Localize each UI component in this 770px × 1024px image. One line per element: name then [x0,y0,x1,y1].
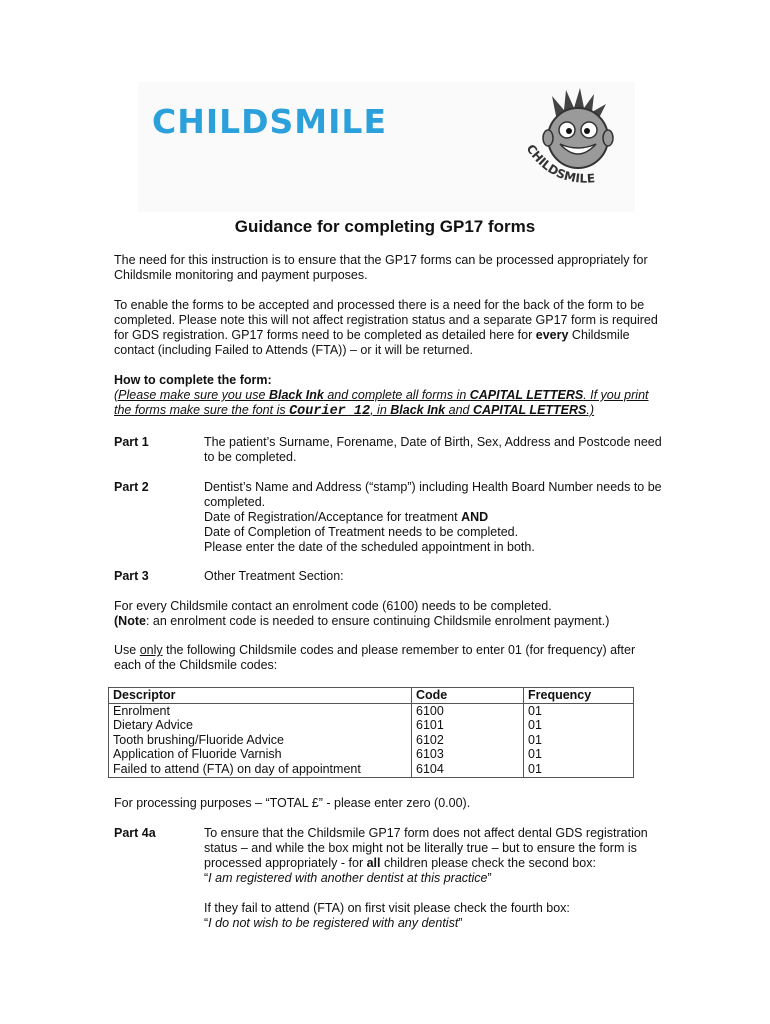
table-cell: Tooth brushing/Fluoride Advice [109,733,412,748]
childsmile-codes-table [108,687,634,778]
table-cell: 01 [524,747,634,762]
part-2-text: Dentist’s Name and Address (“stamp”) including Health Board Number needs to be completed. Date of Registration/Acceptance for treatment AND Date of Completion of Treatment needs to be completed. Please enter the date of the scheduled appointment in both. [204,480,662,554]
enrolment-paragraph: For every Childsmile contact an enrolment code (6100) needs to be completed. (Note: an enrolment code is needed to ensure continuing Childsmile enrolment payment.) [114,599,610,628]
part-1-label: Part 1 [114,435,149,449]
table-header-cell: Code [412,688,524,704]
table-cell: 01 [524,762,634,777]
table-cell: 01 [524,733,634,748]
part-4a-text: To ensure that the Childsmile GP17 form does not affect dental GDS registration status – and while the box might not be literally true – but to ensure the form is processed appropriately - for all children please check the second box: “I am registered with another dentist at this practice” [204,826,648,885]
table-cell: 01 [524,703,634,718]
table-header-cell: Descriptor [109,688,412,704]
table-row [109,718,634,733]
page-title: Guidance for completing GP17 forms [234,217,536,236]
table-cell: Failed to attend (FTA) on day of appointment [109,762,412,777]
how-to-heading: How to complete the form: [114,373,272,387]
table-cell: 6103 [412,747,524,762]
table-cell: Enrolment [109,703,412,718]
part-3-label: Part 3 [114,569,149,583]
table-cell: 01 [524,718,634,733]
codes-intro-paragraph: Use only the following Childsmile codes and please remember to enter 01 (for frequency) after each of the Childsmile codes: [114,643,636,672]
table-row [109,733,634,748]
intro-paragraph-2: To enable the forms to be accepted and processed there is a need for the back of the form to be completed. Please note this will not affect registration status and a separate GP17 form is required for GDS registration. GP17 forms need to be completed as detailed here for every Childsmile contact (including Failed to Attends (FTA)) – or it will be returned. [114,298,658,357]
table-row [109,762,634,777]
table-header-cell: Frequency [524,688,634,704]
how-to-section [114,373,659,419]
fta-paragraph: If they fail to attend (FTA) on first visit please check the fourth box: “I do not wish to be registered with any dentist” [204,901,570,930]
total-note: For processing purposes – “TOTAL £” - please enter zero (0.00). [114,796,471,810]
part-4a-label: Part 4a [114,826,156,840]
table-cell: 6102 [412,733,524,748]
table-row [109,747,634,762]
childsmile-wordmark-logo: CHILDSMILE [152,102,387,141]
part-1-text: The patient’s Surname, Forename, Date of Birth, Sex, Address and Postcode need to be completed. [204,435,662,464]
table-cell: Dietary Advice [109,718,412,733]
childsmile-mascot-logo [518,88,638,196]
intro-paragraph-1: The need for this instruction is to ensure that the GP17 forms can be processed appropriately for Childsmile monitoring and payment purposes. [114,253,648,282]
how-to-instructions: (Please make sure you use Black Ink and complete all forms in CAPITAL LETTERS. If you print the forms make sure the font is Courier 12, in Black Ink and CAPITAL LETTERS.) [114,388,649,419]
part-3-text: Other Treatment Section: [204,569,344,583]
mascot-badge-text: CHILDSMILE [523,141,596,186]
part-2-label: Part 2 [114,480,149,494]
table-row [109,703,634,718]
table-cell: 6100 [412,703,524,718]
table-cell: 6104 [412,762,524,777]
table-cell: 6101 [412,718,524,733]
table-header-row [109,688,634,704]
table-cell: Application of Fluoride Varnish [109,747,412,762]
